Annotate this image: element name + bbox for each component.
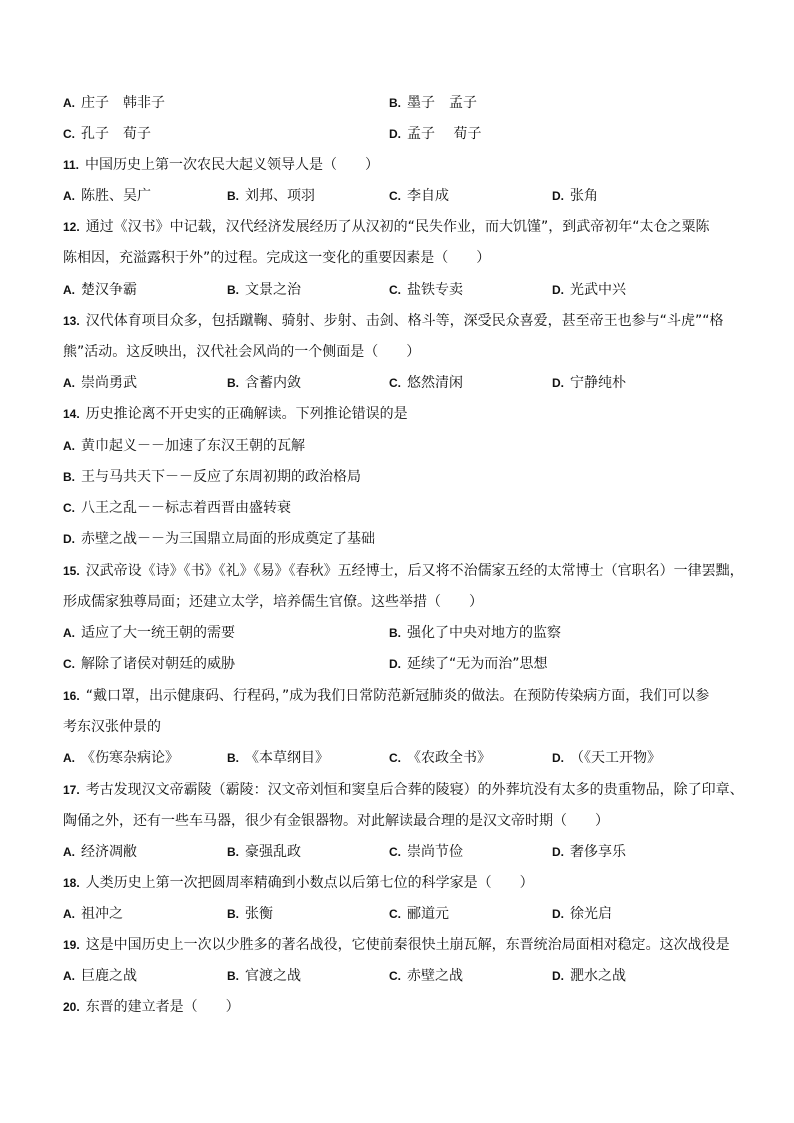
q15-option-a: A. 适应了大一统王朝的需要 <box>63 625 235 641</box>
q14-option-d: D. 赤壁之战－－为三国鼎立局面的形成奠定了基础 <box>63 531 375 547</box>
q15-option-c: C. 解除了诸侯对朝廷的威胁 <box>63 656 235 672</box>
q18-stem: 18. 人类历史上第一次把圆周率精确到小数点以后第七位的科学家是（ ） <box>63 875 534 891</box>
q16-option-c: C. 《农政全书》 <box>389 750 491 766</box>
q10-option-b: B. 墨子 孟子 <box>389 95 477 111</box>
q19-option-b: B. 官渡之战 <box>227 968 301 984</box>
q17-options <box>63 842 743 862</box>
q13-stem-cont: 熊”活动。这反映出，汉代社会风尚的一个侧面是（ ） <box>63 344 421 360</box>
q15-options-row-2 <box>63 654 743 674</box>
q11-option-b: B. 刘邦、项羽 <box>227 188 315 204</box>
q10-options-row-1 <box>63 93 743 113</box>
q14-stem: 14. 历史推论离不开史实的正确解读。下列推论错误的是 <box>63 406 408 422</box>
q19-option-a: A. 巨鹿之战 <box>63 968 137 984</box>
q13-stem: 13. 汉代体育项目众多，包括蹴鞠、骑射、步射、击剑、格斗等，深受民众喜爱，甚至帝王也参与“斗虎”“格 <box>63 313 724 329</box>
q12-option-a: A. 楚汉争霸 <box>63 282 137 298</box>
q16-stem: 16. “戴口罩，出示健康码、行程码，”成为我们日常防范新冠肺炎的做法。在预防传染病方面，我们可以参 <box>63 688 710 704</box>
q13-option-d: D. 宁静纯朴 <box>552 375 626 391</box>
q16-option-a: A. 《伤寒杂病论》 <box>63 750 179 766</box>
q17-stem: 17. 考古发现汉文帝霸陵（霸陵：汉文帝刘恒和窦皇后合葬的陵寝）的外葬坑没有太多的贵重物品，除了印章、 <box>63 782 744 798</box>
q10-option-c: C. 孔子 荀子 <box>63 126 151 142</box>
q13-option-c: C. 悠然清闲 <box>389 375 463 391</box>
q15-stem: 15. 汉武帝设《诗》《书》《礼》《易》《春秋》五经博士，后又将不治儒家五经的太常博士（官职名）一律罢黜， <box>63 563 744 579</box>
q11-option-d: D. 张角 <box>552 188 598 204</box>
q10-options-row-2 <box>63 124 743 144</box>
q19-option-d: D. 淝水之战 <box>552 968 626 984</box>
q12-option-d: D. 光武中兴 <box>552 282 626 298</box>
q14-option-c: C. 八王之乱－－标志着西晋由盛转衰 <box>63 500 291 516</box>
q13-option-a: A. 崇尚勇武 <box>63 375 137 391</box>
q16-stem-cont: 考东汉张仲景的 <box>63 719 161 735</box>
q18-option-d: D. 徐光启 <box>552 906 612 922</box>
q13-option-b: B. 含蓄内敛 <box>227 375 301 391</box>
q12-options <box>63 280 743 300</box>
q17-option-c: C. 崇尚节俭 <box>389 844 463 860</box>
q19-stem: 19. 这是中国历史上一次以少胜多的著名战役，它使前秦很快土崩瓦解，东晋统治局面相对稳定。这次战役是 <box>63 937 730 953</box>
q10-option-a: A. 庄子 韩非子 <box>63 95 165 111</box>
q11-option-c: C. 李自成 <box>389 188 449 204</box>
q16-option-b: B. 《本草纲目》 <box>227 750 329 766</box>
q20-stem: 20. 东晋的建立者是（ ） <box>63 999 240 1015</box>
q18-option-a: A. 祖冲之 <box>63 906 123 922</box>
q15-options-row-1 <box>63 623 743 643</box>
q14-option-a: A. 黄巾起义－－加速了东汉王朝的瓦解 <box>63 438 305 454</box>
q15-option-b: B. 强化了中央对地方的监察 <box>389 625 561 641</box>
q18-option-c: C. 郦道元 <box>389 906 449 922</box>
q11-option-a: A. 陈胜、吴广 <box>63 188 151 204</box>
q18-option-b: B. 张衡 <box>227 906 273 922</box>
q16-options <box>63 748 743 768</box>
q13-options <box>63 373 743 393</box>
q17-option-b: B. 豪强乱政 <box>227 844 301 860</box>
q12-option-b: B. 文景之治 <box>227 282 301 298</box>
q11-options <box>63 186 743 206</box>
q15-option-d: D. 延续了“无为而治”思想 <box>389 656 548 672</box>
q17-option-d: D. 奢侈享乐 <box>552 844 626 860</box>
q17-option-a: A. 经济凋敝 <box>63 844 137 860</box>
q12-stem-cont: 陈相因，充溢露积于外”的过程。完成这一变化的重要因素是（ ） <box>63 250 491 266</box>
q19-option-c: C. 赤壁之战 <box>389 968 463 984</box>
q16-option-d: D. （《天工开物》 <box>552 750 661 766</box>
q11-stem: 11. 中国历史上第一次农民大起义领导人是（ ） <box>63 157 380 173</box>
q17-stem-cont: 陶俑之外，还有一些车马器，很少有金银器物。对此解读最合理的是汉文帝时期（ ） <box>63 813 609 829</box>
q19-options <box>63 966 743 986</box>
q15-stem-cont: 形成儒家独尊局面；还建立太学，培养儒生官僚。这些举措（ ） <box>63 594 483 610</box>
q12-option-c: C. 盐铁专卖 <box>389 282 463 298</box>
q12-stem: 12. 通过《汉书》中记载，汉代经济发展经历了从汉初的“民失作业，而大饥馑”，到武帝初年“太仓之粟陈 <box>63 219 710 235</box>
q14-option-b: B. 王与马共天下－－反应了东周初期的政治格局 <box>63 469 361 485</box>
q18-options <box>63 904 743 924</box>
q10-option-d: D. 孟子 荀子 <box>389 126 482 142</box>
